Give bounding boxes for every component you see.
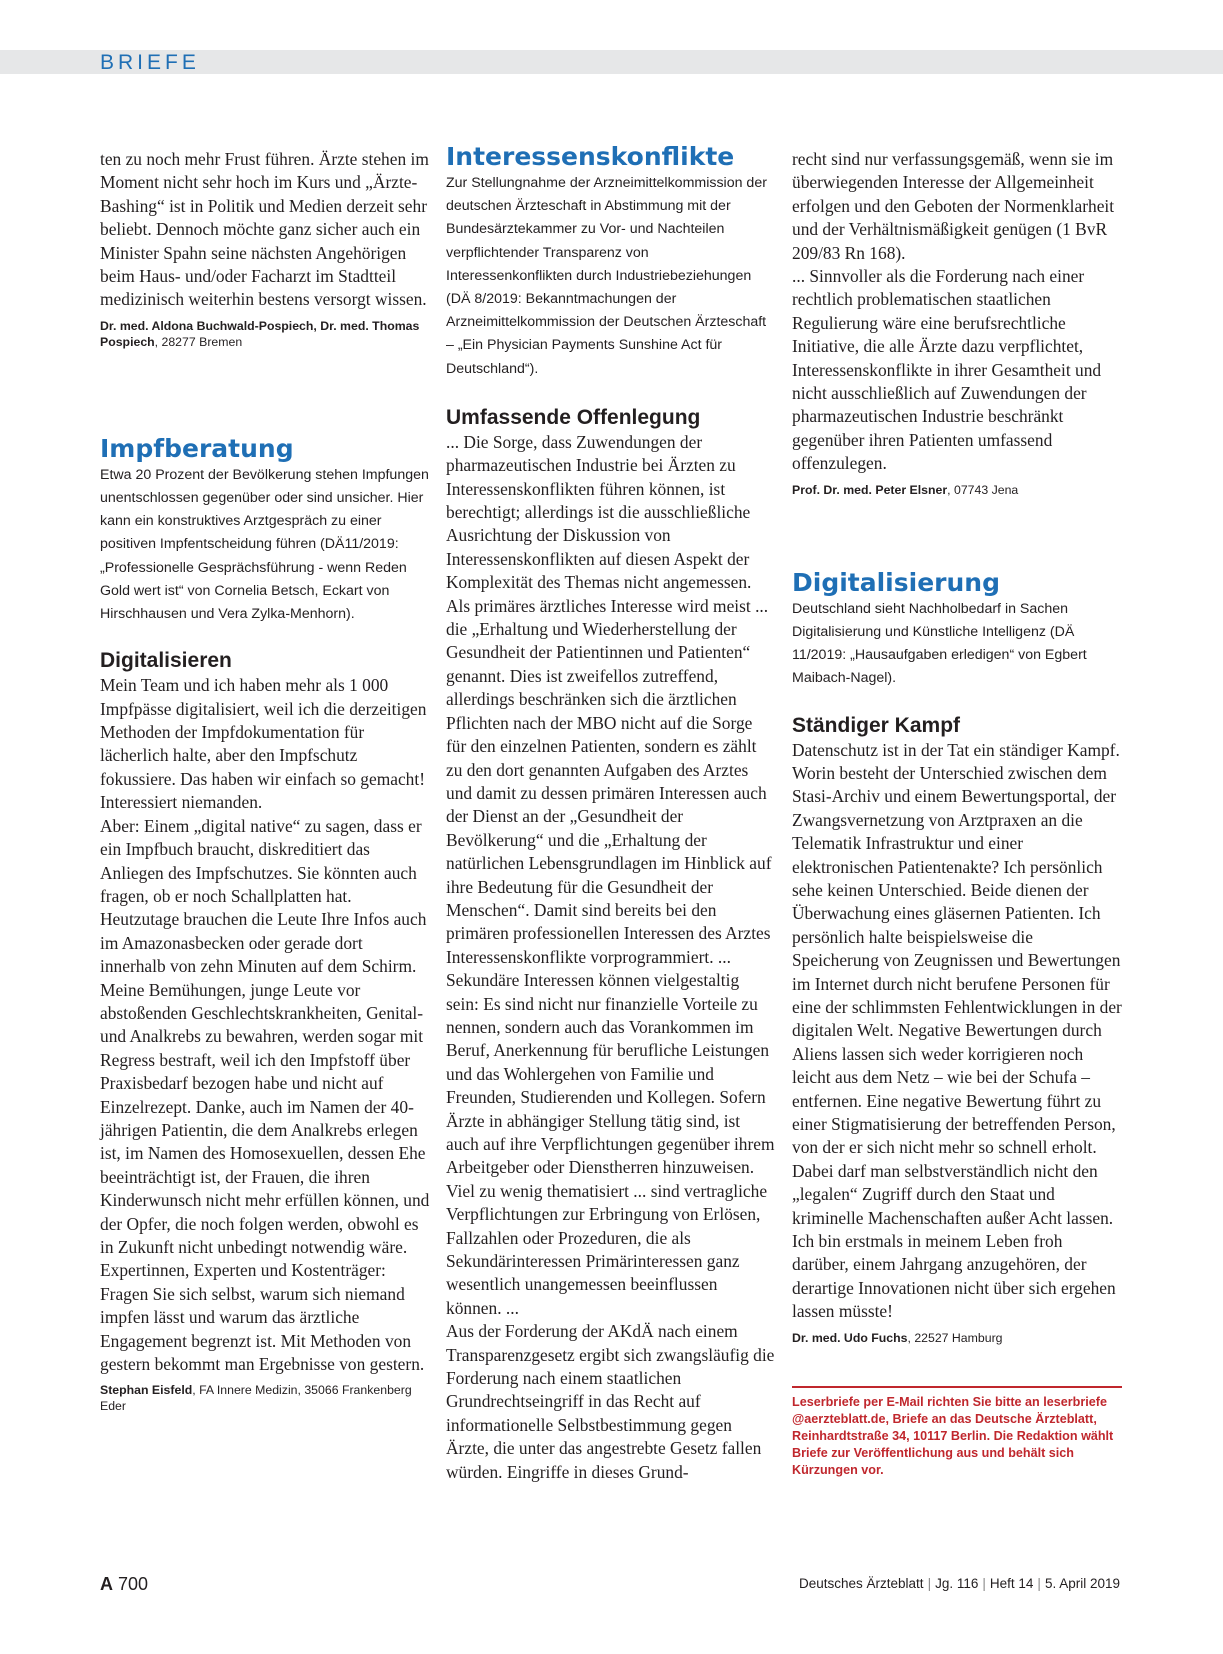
separator: |: [982, 1576, 986, 1591]
signature-place: , 28277 Bremen: [154, 334, 243, 349]
article-teaser: Etwa 20 Prozent der Bevölkerung stehen Impfungen unentschlossen gegenüber oder sind unsicher. Hier kann ein konstruktives Arztgespräch zu einer positiven Impfentscheidung führen (DÄ11/2019: „Professionelle Gesprächsführung - wenn Reden Gold wert ist“ von Cornelia Betsch, Eckart von Hirschhausen und Vera Zylka-Menhorn).: [100, 466, 429, 623]
journal-info: [799, 1576, 1120, 1591]
letter-heading-digitalisieren: Digitalisieren: [100, 649, 232, 673]
signature-name: Stephan Eisfeld: [100, 1383, 193, 1398]
page-number: [100, 1574, 148, 1595]
column-1: [100, 148, 430, 1414]
journal-date: 5. April 2019: [1044, 1576, 1120, 1591]
letter-paragraph: ... Die Sorge, dass Zuwendungen der pharmazeutischen Industrie bei Ärzten zu Interessenskonflikten führen können, ist berechtigt; allerdings ist die ausschließliche Ausrichtung der Diskussion von Interessenskonflikten auf diesen Aspekt der Komplexität des Themas nicht angemessen.: [446, 431, 752, 593]
journal-name: Deutsches Ärzteblatt: [799, 1576, 924, 1591]
section-label: BRIEFE: [100, 51, 200, 74]
letter-continuation: recht sind nur verfassungsgemäß, wenn sie im überwiegenden Interesse der Allgemeinheit erfolgen und den Geboten der Normenklarheit und der Verhältnismäßigkeit genügen (1 BvR 209/83 Rn 168).: [792, 149, 1115, 263]
journal-volume: Jg. 116: [935, 1576, 979, 1591]
signature-name: Prof. Dr. med. Peter Elsner: [792, 482, 948, 497]
editorial-note: Leserbriefe per E-Mail richten Sie bitte an leserbriefe @aerzteblatt.de, Briefe an das Deutsche Ärzteblatt, Reinhardtstraße 34, 10117 Berlin. Die Redaktion wählt Briefe zur Veröffentlichung aus und behält sich Kürzungen vor.: [792, 1386, 1122, 1480]
letter-paragraph: Meine Bemühungen, junge Leute vor abstoßenden Geschlechtskrankheiten, Genital- und Analkrebs zu bewahren, werden sogar mit Regress bestraft, weil ich den Impfstoff über Praxisbedarf bezogen habe und nicht auf Einzelrezept. Danke, auch im Namen der 40-jährigen Patientin, die dem Analkrebs erlegen ist, im Namen des Homosexuellen, dessen Ehe beeinträchtigt ist, der Frauen, die ihren Kinderwunsch nicht mehr erfüllen können, und der Opfer, die noch folgen werden, obwohl es in Zukunft nicht unbedingt notwendig wäre.: [100, 979, 430, 1258]
letter-heading-offenlegung: Umfassende Offenlegung: [446, 405, 701, 429]
article-teaser: Zur Stellungnahme der Arzneimittelkommission der deutschen Ärzteschaft in Abstimmung mit der Bundesärztekammer zu Vor- und Nachteilen verpflichtender Transparenz von Interessenkonflikten durch Industriebeziehungen (DÄ 8/2019: Bekanntmachungen der Arzneimittelkommission der Deutschen Ärzteschaft – „Ein Physician Payments Sunshine Act für Deutschland“).: [446, 175, 767, 377]
section-heading-impfberatung: Impfberatung: [100, 433, 294, 463]
signature: [792, 482, 1122, 498]
letter-paragraph: Expertinnen, Experten und Kostenträger: Fragen Sie sich selbst, warum sich niemand impfen lässt und warum das ärztliche Engagement begrenzt ist. Mit Methoden von gestern bekommt man Ergebnisse von gestern.: [100, 1260, 425, 1375]
signature-name: Dr. med. Udo Fuchs: [792, 1330, 908, 1345]
column-3: [792, 148, 1122, 1480]
section-heading-interessenskonflikte: Interessenskonflikte: [446, 142, 735, 171]
letter-paragraph: Datenschutz ist in der Tat ein ständiger Kampf. Worin besteht der Unterschied zwischen dem Stasi-Archiv und einem Bewertungsportal, der Zwangsvernetzung von Arztpraxen an die Telematik Infrastruktur und einer elektronischen Patientenakte? Ich persönlich sehe keinen Unterschied. Beide dienen der Überwachung eines gläsernen Patienten. Ich persönlich halte beispielsweise die Speicherung von Zeugnissen und Bewertungen im Internet durch nicht berufene Personen für eine der schlimmsten Fehlentwicklungen in der digitalen Welt. Negative Bewertungen durch Aliens lassen sich weder korrigieren noch leicht aus dem Netz – wie bei der Schufa – entfernen. Eine negative Bewertung führt zu einer Stigmatisierung der betreffenden Person, von der er sich nicht mehr so schnell erholt. Dabei darf man selbstverständlich nicht den „legalen“ Zugriff durch den Staat und kriminelle Machenschaften außer Acht lassen. Ich bin erstmals in meinem Leben froh darüber, einem Jahrgang anzugehören, der derartige Innovationen nicht über sich ergehen lassen müsste!: [792, 739, 1122, 1322]
letter-paragraph: Als primäres ärztliches Interesse wird meist ... die „Erhaltung und Wiederherstellung der Gesundheit der Patientinnen und Patienten“ genannt. Dies ist zweifellos zutreffend, allerdings beschränken sich die ärztlichen Pflichten nach der MBO nicht auf die Sorge für den einzelnen Patienten, sondern es zählt zu den dort genannten Aufgaben des Arztes und damit zu dessen primären Interessen auch der Dienst an der „Gesundheit der Bevölkerung“ und die „Erhaltung der natürlichen Lebensgrundlagen im Hinblick auf ihre Bedeutung für die Gesundheit der Menschen“. Damit sind bereits bei den primären professionellen Interessen des Arztes Interessenskonflikte vorprogrammiert. ... Sekundäre Interessen können vielgestaltig sein: Es sind nicht nur finanzielle Vorteile zu nennen, sondern auch das Vorankommen im Beruf, Anerkennung für berufliche Leistungen und das Wohlergehen von Familie und Freunden, Studierenden und Kollegen. Sofern Ärzte in abhängiger Stellung tätig sind, ist auch auf ihre Verpflichtungen gegenüber ihrem Arbeitgeber oder Dienstherren hinzuweisen. Viel zu wenig thematisiert ... sind vertragliche Verpflichtungen zur Erbringung von Erlösen, Fallzahlen oder Prozeduren, die als Sekundärinteressen Primärinteressen ganz wesentlich unangemessen beeinflussen können. ...: [446, 595, 775, 1318]
signature: [100, 1382, 430, 1414]
signature-name: Dr. med. Aldona Buchwald-Pospiech, Dr. med. Thomas Pospiech: [100, 318, 420, 349]
letter-continuation: ten zu noch mehr Frust führen. Ärzte stehen im Moment nicht sehr hoch im Kurs und „Ärzte-Bashing“ ist in Politik und Medien derzeit sehr beliebt. Dennoch möchte ganz sicher auch ein Minister Spahn seine nächsten Angehörigen beim Haus- und/oder Facharzt im Stadtteil medizinisch weiterhin bestens versorgt wissen.: [100, 149, 429, 310]
signature-place: , 07743 Jena: [947, 482, 1019, 497]
separator: |: [927, 1576, 932, 1591]
page-number-value: 700: [113, 1574, 149, 1594]
page-prefix: A: [100, 1574, 113, 1594]
signature-place: , FA Innere Medizin, 35066 Frankenberg Eder: [100, 1383, 412, 1414]
letter-paragraph: ... Sinnvoller als die Forderung nach einer rechtlich problematischen staatlichen Regulierung wäre eine berufsrechtliche Initiative, die alle Ärzte dazu verpflichtet, Interessenskonflikte in ihrer Gesamtheit und nicht ausschließlich auf Zuwendungen der pharmazeutischen Industrie beschränkt gegenüber ihren Patienten umfassend offenzulegen.: [792, 266, 1102, 474]
letter-paragraph: Aber: Einem „digital native“ zu sagen, dass er ein Impfbuch braucht, diskreditiert das Anliegen des Impfschutzes. Sie könnten auch fragen, ob er noch Schallplatten hat. Heutzutage brauchen die Leute Ihre Infos auch im Amazonasbecken oder gerade dort innerhalb von zehn Minuten auf dem Schirm.: [100, 815, 427, 977]
letter-paragraph: Aus der Forderung der AKdÄ nach einem Transparenzgesetz ergibt sich zwangsläufig die Forderung nach einem staatlichen Grundrechtseingriff in das Recht auf informationelle Selbstbestimmung gegen Ärzte, die unter das angestrebte Gesetz fallen würden. Eingriffe in dieses Grund-: [446, 1321, 775, 1482]
separator: |: [1037, 1576, 1041, 1591]
article-teaser: Deutschland sieht Nachholbedarf in Sachen Digitalisierung und Künstliche Intelligenz (DÄ 11/2019: „Hausaufgaben erledigen“ von Egbert Maibach-Nagel).: [792, 600, 1087, 687]
section-heading-digitalisierung: Digitalisierung: [792, 567, 1000, 597]
column-2: [446, 142, 776, 1484]
signature-place: , 22527 Hamburg: [907, 1330, 1003, 1345]
letter-paragraph: Mein Team und ich haben mehr als 1 000 Impfpässe digitalisiert, weil ich die derzeitigen Methoden der Impfdokumentation für lächerlich halte, aber den Impfschutz fokussiere. Das haben wir einfach so gemacht! Interessiert niemanden.: [100, 675, 427, 813]
signature: [792, 1330, 1122, 1346]
journal-issue: Heft 14: [989, 1576, 1034, 1591]
signature: [100, 318, 430, 350]
letter-heading-kampf: Ständiger Kampf: [792, 713, 961, 737]
